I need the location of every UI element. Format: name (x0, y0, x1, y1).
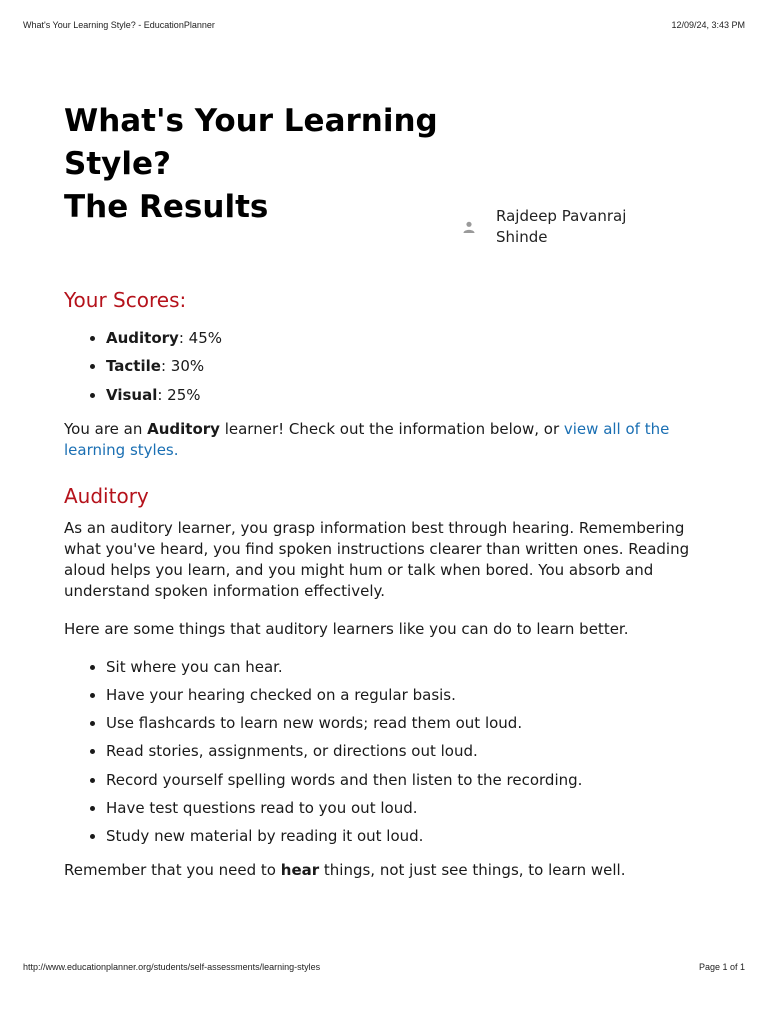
auditory-description: As an auditory learner, you grasp information best through hearing. Remembering what you've heard, you find spoken instructions clearer than written ones. Reading aloud helps you learn, and you might hum or talk when bored. You absorb and understand spoken information effectively. (64, 518, 690, 600)
auditory-heading: Auditory (64, 483, 149, 508)
print-footer (23, 962, 745, 972)
print-header (23, 20, 745, 30)
list-item: • Use flashcards to learn new words; read them out loud. (106, 713, 714, 734)
closing-paragraph (64, 860, 714, 881)
print-header-title: What's Your Learning Style? - EducationPlanner (23, 20, 215, 30)
scores-heading: Your Scores: (64, 288, 187, 312)
print-footer-page-info: Page 1 of 1 (698, 962, 745, 972)
tips-intro: Here are some things that auditory learners like you can do to learn better. (64, 619, 629, 638)
score-value: : 25% (157, 385, 201, 404)
closing-suffix: things, not just see things, to learn well. (319, 861, 626, 880)
list-item: • Have your hearing checked on a regular basis. (106, 685, 714, 706)
scores-list (64, 328, 714, 406)
tips-list (64, 657, 714, 848)
main-content (64, 286, 714, 898)
score-label: Visual (106, 385, 158, 404)
result-middle: learner! Check out the information below, or (219, 419, 564, 438)
list-item: • Study new material by reading it out loud. (106, 826, 714, 847)
list-item: • Sit where you can hear. (106, 657, 714, 678)
print-header-datetime: 12/09/24, 3:43 PM (671, 20, 745, 30)
page-title-line-3: The Results (64, 189, 269, 225)
page-title (64, 100, 444, 229)
score-value: : 30% (160, 357, 205, 376)
result-paragraph (64, 419, 714, 461)
view-all-learning-styles-link[interactable]: view all of the learning styles. (64, 419, 670, 459)
score-value: : 45% (178, 329, 222, 347)
score-label: Auditory (106, 329, 179, 347)
list-item: • Read stories, assignments, or directions out loud. (106, 741, 714, 762)
score-item-visual (106, 385, 714, 406)
person-icon (458, 216, 480, 238)
result-style: Auditory (147, 419, 220, 438)
author-name: Rajdeep Pavanraj Shinde (496, 207, 627, 246)
author-block (458, 206, 646, 248)
list-item: • Have test questions read to you out loud. (106, 798, 714, 819)
score-item-auditory (106, 328, 714, 349)
list-item: • Record yourself spelling words and then listen to the recording. (106, 770, 714, 791)
score-item-tactile (106, 356, 714, 377)
closing-bold: hear (280, 861, 320, 880)
print-footer-url: http://www.educationplanner.org/students/self-assessments/learning-styles (23, 962, 321, 972)
result-prefix: You are an (64, 419, 148, 438)
score-label: Tactile (106, 357, 161, 376)
page-title-line-1: What's Your Learning (64, 103, 438, 139)
page-title-line-2: Style? (64, 146, 171, 182)
closing-prefix: Remember that you need to (64, 861, 281, 880)
